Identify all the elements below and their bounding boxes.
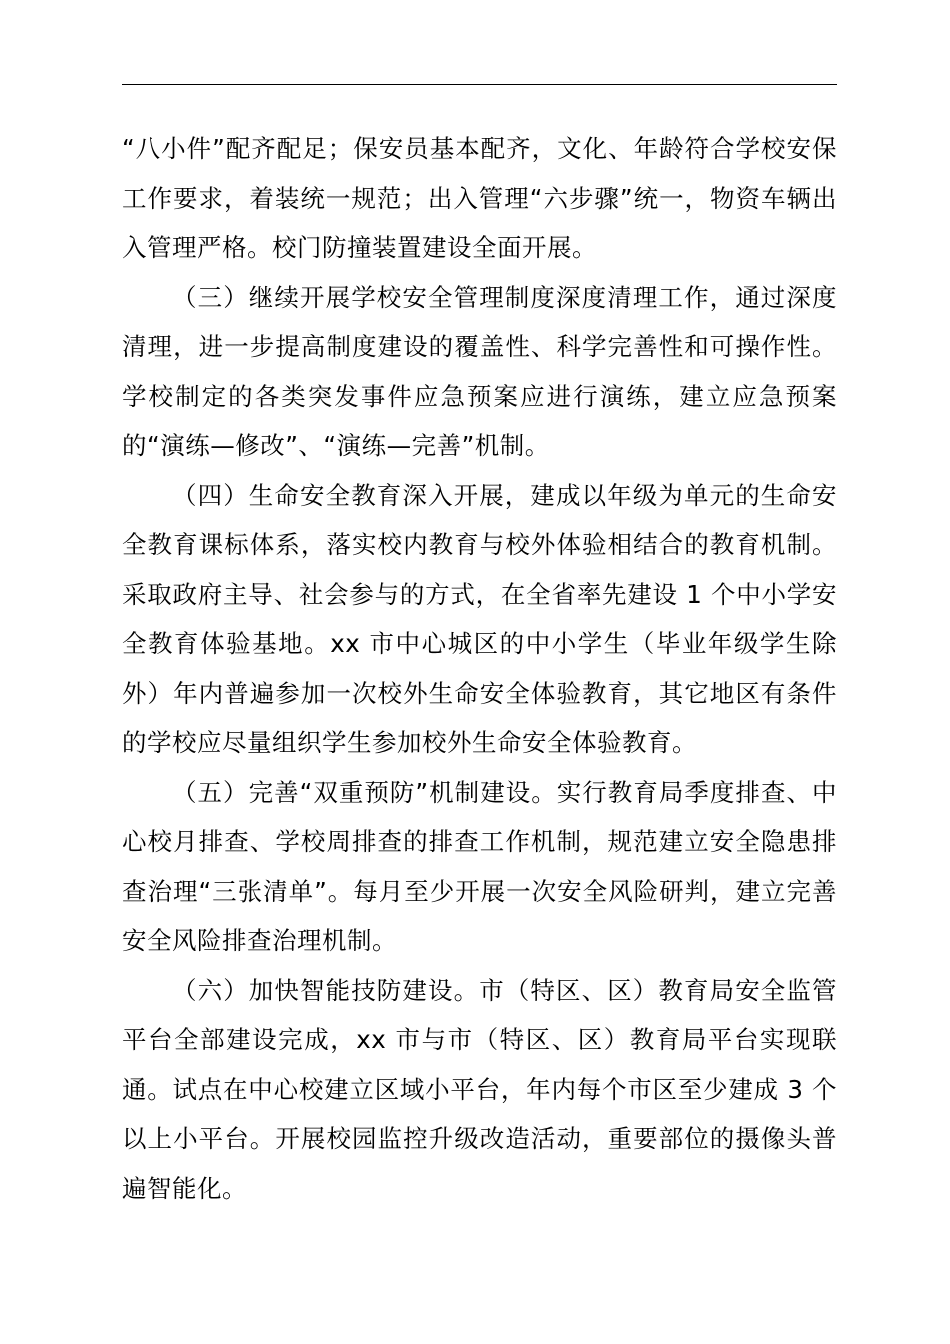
paragraph-section-6: （六）加快智能技防建设。市（特区、区）教育局安全监管平台全部建设完成，xx 市与市（特区、区）教育局平台实现联通。试点在中心校建立区域小平台，年内每个市区至少建成 3 个以上小平台。开展校园监控升级改造活动，重要部位的摄像头普遍智能化。 — [122, 975, 837, 1203]
document-body — [122, 124, 837, 1213]
paragraph-section-4: （四）生命安全教育深入开展，建成以年级为单元的生命安全教育课标体系，落实校内教育与校外体验相结合的教育机制。采取政府主导、社会参与的方式，在全省率先建设 1 个中小学安全教育体验基地。xx 市中心城区的中小学生（毕业年级学生除外）年内普遍参加一次校外生命安全体验教育，其它地区有条件的学校应尽量组织学生参加校外生命安全体验教育。 — [122, 480, 837, 757]
header-divider — [122, 84, 837, 85]
paragraph-section-5: （五）完善“双重预防”机制建设。实行教育局季度排查、中心校月排查、学校周排查的排查工作机制，规范建立安全隐患排查治理“三张清单”。每月至少开展一次安全风险研判，建立完善安全风险排查治理机制。 — [122, 777, 837, 955]
paragraph-section-3: （三）继续开展学校安全管理制度深度清理工作，通过深度清理，进一步提高制度建设的覆盖性、科学完善性和可操作性。学校制定的各类突发事件应急预案应进行演练，建立应急预案的“演练—修改”、“演练—完善”机制。 — [122, 282, 837, 460]
paragraph-continuation: “八小件”配齐配足；保安员基本配齐，文化、年龄符合学校安保工作要求，着装统一规范；出入管理“六步骤”统一，物资车辆出入管理严格。校门防撞装置建设全面开展。 — [122, 134, 837, 262]
